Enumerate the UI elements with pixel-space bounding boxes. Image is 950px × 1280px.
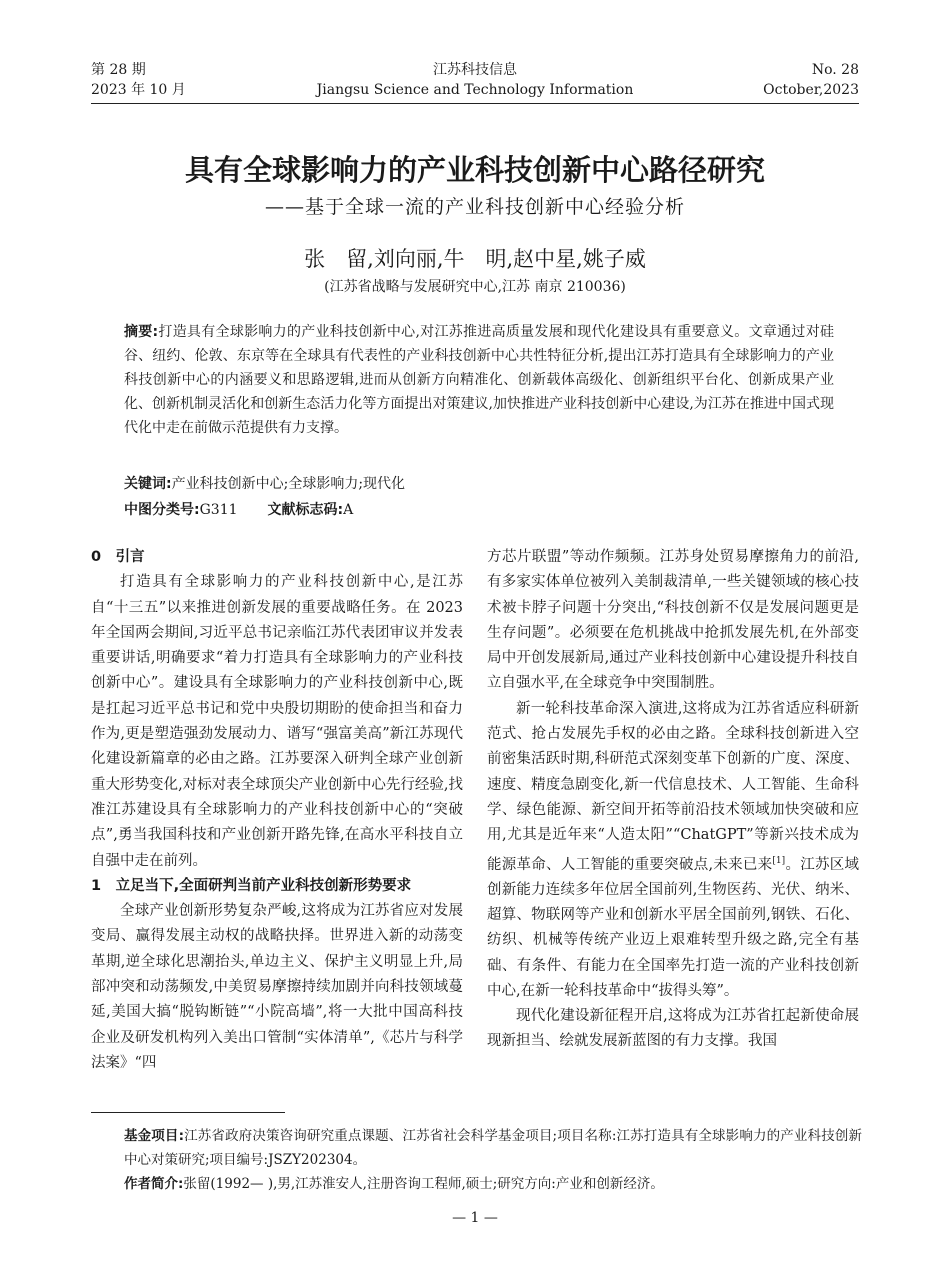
clc-label: 中图分类号:: [124, 502, 200, 518]
section-1-heading: 1 立足当下,全面研判当前产业科技创新形势要求: [91, 877, 412, 894]
abstract-label: 摘要:: [124, 324, 159, 340]
author-bio-label: 作者简介:: [124, 1176, 184, 1192]
header-date-en: October,2023: [763, 82, 859, 98]
section-1-paragraph: 全球产业创新形势复杂严峻,这将成为江苏省应对发展变局、赢得发展主动权的战略抉择。世界进入新的动荡变革期,逆全球化思潮抬头,单边主义、保护主义明显上升,局部冲突和动荡频发,中美贸易摩擦持续加剧并向科技领域蔓延,美国大搞“脱钩断链”“小院高墙”,将一大批中国高科技企业及研发机构列入美出口管制“实体清单”,《芯片与科学法案》“四: [91, 903, 463, 1071]
funding-label: 基金项目:: [124, 1128, 184, 1144]
tech-paragraph-text-a: 新一轮科技革命深入演进,这将成为江苏省适应科研新范式、抢占发展先手权的必由之路。全球科技创新进入空前密集活跃时期,科研范式深刻变革下创新的广度、深度、速度、精度急剧变化,新一代信息技术、人工智能、生命科学、绿色能源、新空间开拓等前沿技术领域加快突破和应用,尤其是近年来“人造太阳”“ChatGPT”等新兴技术成为能源革命、人工智能的重要突破点,未来已来: [487, 700, 859, 873]
doc-code-label: 文献标志码:: [267, 502, 344, 518]
keywords: [124, 472, 834, 496]
author-affiliation: (江苏省战略与发展研究中心,江苏 南京 210036): [324, 279, 626, 295]
header-issue-en: No. 28: [811, 62, 859, 78]
page-number: — 1 —: [452, 1210, 498, 1226]
header-date-cn: 2023 年 10 月: [91, 82, 186, 98]
intro-paragraph: 打造具有全球影响力的产业科技创新中心,是江苏自“十三五”以来推进创新发展的重要战略任务。在 2023 年全国两会期间,习近平总书记亲临江苏代表团审议并发表重要讲话,明确要求“着力打造具有全球影响力的产业科技创新中心”。建设具有全球影响力的产业科技创新中心,既是扛起习近平总书记和党中央殷切期盼的使命担当和奋力作为,更是塑造强劲发展动力、谱写“强富美高”新江苏现代化建设新篇章的必由之路。江苏要深入研判全球产业创新重大形势变化,对标对表全球顶尖产业创新中心先行经验,找准江苏建设具有全球影响力的产业科技创新中心的“突破点”,勇当我国科技和产业创新开路先锋,在高水平科技自立自强中走在前列。: [91, 574, 463, 869]
header-issue-cn: 第 28 期: [91, 62, 146, 78]
continued-paragraph: 方芯片联盟”等动作频频。江苏身处贸易摩擦角力的前沿,有多家实体单位被列入美制裁清单,一些关键领域的核心技术被卡脖子问题十分突出,“科技创新不仅是发展问题更是生存问题”。必须要在危机挑战中抢抓发展先机,在外部变局中开创发展新局,通过产业科技创新中心建设提升科技自立自强水平,在全球竞争中突围制胜。: [487, 549, 859, 692]
header-divider: [91, 103, 859, 104]
abstract: [124, 320, 834, 440]
tech-paragraph-text-b: 。江苏区域创新能力连续多年位居全国前列,生物医药、光伏、纳米、超算、物联网等产业和创新水平居全国前列,钢铁、石化、纺织、机械等传统产业迈上艰难转型升级之路,完全有基础、有条件、有能力在全国率先打造一流的产业科技创新中心,在新一轮科技革命中“拔得头筹”。: [487, 856, 859, 999]
funding-text: 江苏省政府决策咨询研究重点课题、江苏省社会科学基金项目;项目名称:江苏打造具有全球影响力的产业科技创新中心对策研究;项目编号:JSZY202304。: [124, 1128, 862, 1168]
section-0-heading: 0 引言: [91, 549, 145, 565]
abstract-text: 打造具有全球影响力的产业科技创新中心,对江苏推进高质量发展和现代化建设具有重要意义。文章通过对硅谷、纽约、伦敦、东京等在全球具有代表性的产业科技创新中心共性特征分析,提出江苏打造具有全球影响力的产业科技创新中心的内涵要义和思路逻辑,进而从创新方向精准化、创新载体高级化、创新组织平台化、创新成果产业化、创新机制灵活化和创新生态活力化等方面提出对策建议,加快推进产业科技创新中心建设,为江苏在推进中国式现代化中走在前做示范提供有力支撑。: [124, 324, 834, 436]
header-journal-cn: 江苏科技信息: [433, 62, 517, 78]
footnote-divider: [91, 1112, 285, 1113]
header-journal-en: Jiangsu Science and Technology Information: [316, 82, 634, 98]
body-left-column: [91, 545, 463, 1076]
keywords-text: 产业科技创新中心;全球影响力;现代化: [171, 476, 406, 492]
citation-ref: [1]: [772, 855, 786, 866]
tech-revolution-paragraph: [487, 697, 859, 1004]
author-bio-text: 张留(1992— ),男,江苏淮安人,注册咨询工程师,硕士;研究方向:产业和创新经济。: [183, 1176, 664, 1192]
body-right-column: [487, 545, 859, 1055]
doc-code-value: A: [343, 502, 354, 518]
author-bio: [124, 1172, 862, 1196]
paper-subtitle: ——基于全球一流的产业科技创新中心经验分析: [264, 196, 685, 218]
paper-title: 具有全球影响力的产业科技创新中心路径研究: [184, 153, 765, 187]
author-list: 张 留,刘向丽,牛 明,赵中星,姚子威: [304, 247, 646, 271]
modernization-paragraph: 现代化建设新征程开启,这将成为江苏省扛起新使命展现新担当、绘就发展新蓝图的有力支撑。我国: [487, 1008, 859, 1050]
funding-note: [124, 1124, 862, 1172]
header-issue-en-block: [763, 60, 859, 100]
classification: [124, 498, 834, 522]
clc-value: G311: [199, 502, 238, 518]
keywords-label: 关键词:: [124, 476, 172, 492]
